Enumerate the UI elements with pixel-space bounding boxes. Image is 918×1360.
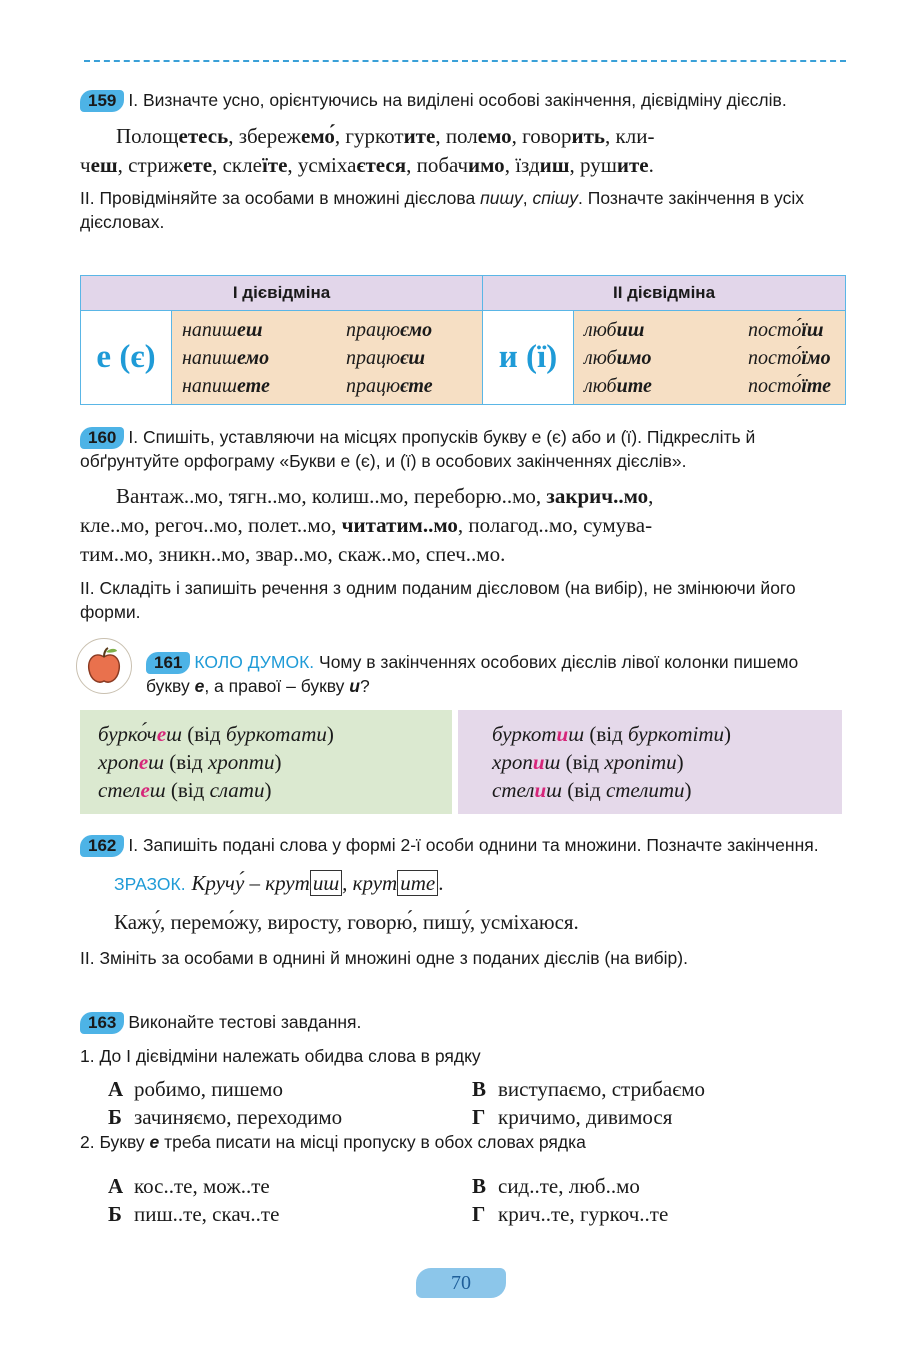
sentence-line <box>80 482 846 511</box>
task-text: I. Спишіть, уставляючи на місцях пропусків букву е (є) або и (ї). Підкресліть й обґрунтуйте орфограму «Букви е (є), и (ї) в особових закінченнях дієслів». <box>80 427 756 471</box>
form <box>584 316 748 344</box>
form <box>182 344 346 372</box>
option-letter: А <box>108 1174 124 1198</box>
answer-option[interactable] <box>108 1103 342 1131</box>
exercise-160 <box>80 425 846 624</box>
highlighted-letter: е <box>156 722 167 746</box>
ex160-task1 <box>80 425 846 473</box>
from-text: ) <box>684 778 692 802</box>
ending-box: иш <box>310 870 342 896</box>
word: пишу <box>480 188 523 208</box>
conjugation-row <box>584 372 835 400</box>
verb-ending: еш <box>237 318 263 341</box>
highlighted-letter: и <box>556 722 569 746</box>
task-text: Чому в закінченнях особових дієслів лівої колонки пишемо букву <box>146 652 799 696</box>
option-letter: Г <box>472 1202 486 1226</box>
kolo-dumok-label: КОЛО ДУМОК. <box>194 652 315 672</box>
option-letter: В <box>472 1174 487 1198</box>
ex160-lines <box>80 482 846 569</box>
from-text: ) <box>724 722 732 746</box>
top-divider <box>84 60 846 62</box>
option-letter: В <box>472 1077 487 1101</box>
verb-stem: працю <box>346 318 401 341</box>
ending-box: ите <box>397 870 438 896</box>
verb-ending: їте <box>801 374 832 397</box>
table-header-2: II дієвідміна <box>483 276 846 311</box>
example-line <box>114 869 846 898</box>
highlighted-word: закрич..мо <box>546 484 649 508</box>
example-text: , крут <box>342 871 398 895</box>
ex159-sentence <box>80 122 846 180</box>
verb-ending: имо <box>616 346 652 369</box>
conjugation-row <box>584 344 835 372</box>
letter: е <box>194 676 205 696</box>
task-text: треба писати на місці пропуску в обох словах рядка <box>159 1132 586 1152</box>
form <box>584 344 748 372</box>
ex159-task2 <box>80 186 846 234</box>
conjugation-table <box>80 275 846 405</box>
verb-stem: , їзд <box>504 153 540 177</box>
form <box>182 316 346 344</box>
line-text: Вантаж..мо, тягн..мо, колиш..мо, переборю..мо, <box>116 484 547 508</box>
words-line: Кажу́, перемо́жу, виросту, говорю́, пишу́, усміхаюся. <box>114 910 579 934</box>
verb-ending: ите <box>403 124 436 148</box>
verb-ending: емо <box>237 346 270 369</box>
form <box>748 372 831 400</box>
verb-ending: ш <box>166 722 183 746</box>
option-text: крич..те, гуркоч..те <box>498 1202 669 1226</box>
letter: е <box>149 1132 160 1152</box>
highlighted-letter: и <box>534 778 547 802</box>
verb-stem: працю <box>346 346 401 369</box>
from-text: ) <box>326 722 334 746</box>
from-text: (від <box>165 778 210 802</box>
infinitive: хропти <box>207 750 275 774</box>
task-text: II. Провідміняйте за особами в множині дієслова <box>80 188 481 208</box>
verb-stem: , кли- <box>605 124 655 148</box>
infinitive: слати <box>209 778 265 802</box>
exercise-161 <box>146 650 844 698</box>
from-text: (від <box>164 750 208 774</box>
from-text: (від <box>560 750 605 774</box>
option-letter: Б <box>108 1105 122 1129</box>
conjugation-row <box>182 344 472 372</box>
exercise-number: 162 <box>80 835 124 857</box>
verb-ending: еш <box>90 153 118 177</box>
exercise-number: 160 <box>80 427 124 449</box>
conjugation-row <box>182 372 472 400</box>
line-text: , <box>648 484 654 508</box>
line-text: кле..мо, регоч..мо, полет..мо, <box>80 513 342 537</box>
verb-stem: люб <box>584 374 617 397</box>
zrazok-label: ЗРАЗОК. <box>114 874 186 894</box>
verb-stem: напиш <box>182 318 238 341</box>
word-line <box>492 776 808 804</box>
answer-option[interactable] <box>472 1103 672 1131</box>
exercise-number: 161 <box>146 652 190 674</box>
option-letter: Б <box>108 1202 122 1226</box>
answer-option[interactable] <box>472 1172 640 1200</box>
verb-stem: стел <box>492 778 535 802</box>
answer-option[interactable] <box>472 1200 668 1228</box>
infinitive: стелити <box>605 778 685 802</box>
answer-option[interactable] <box>108 1075 283 1103</box>
task-text: Виконайте тестові завдання. <box>128 1012 362 1032</box>
verb-stem: , побач <box>406 153 469 177</box>
conjugation-row <box>182 316 472 344</box>
letter: и <box>349 676 360 696</box>
from-text: ) <box>676 750 684 774</box>
verb-ending: ить <box>571 124 606 148</box>
verb-stem: посто́ <box>748 318 802 341</box>
conjugation-row <box>584 316 835 344</box>
form <box>346 316 432 344</box>
verb-stem: бурко́ч <box>98 722 157 746</box>
verb-stem: , стриж <box>117 153 184 177</box>
word-line <box>98 748 434 776</box>
task-text: I. Запишіть подані слова у формі 2-ї особи однини та множини. Позначте закінчення. <box>128 835 819 855</box>
option-text: робимо, пишемо <box>134 1077 283 1101</box>
apple-icon <box>76 638 132 694</box>
option-text: пиш..те, скач..те <box>134 1202 280 1226</box>
exercise-162 <box>80 833 846 970</box>
word-line <box>98 776 434 804</box>
verb-ending: їмо <box>801 346 831 369</box>
exercise-number: 163 <box>80 1012 124 1034</box>
option-text: зачиняємо, переходимо <box>134 1105 343 1129</box>
verb-stem: посто́ <box>748 346 802 369</box>
infinitive: буркотіти <box>628 722 725 746</box>
verb-ending: иш <box>539 153 570 177</box>
verb-ending: ємо <box>400 318 433 341</box>
exercise-159 <box>80 88 846 234</box>
word: спішу <box>532 188 579 208</box>
highlighted-word: читатим..мо <box>341 513 458 537</box>
verb-ending: емо́ <box>301 124 335 148</box>
verb-ending: ете <box>237 374 270 397</box>
verb-ending: ш <box>148 750 165 774</box>
conj1-forms <box>172 311 483 405</box>
answer-option[interactable] <box>108 1172 270 1200</box>
form <box>584 372 748 400</box>
conj2-forms <box>574 311 846 405</box>
answer-option[interactable] <box>472 1075 705 1103</box>
sentence-line <box>80 122 846 151</box>
from-text: (від <box>182 722 226 746</box>
kolo-dumok-table <box>80 710 842 814</box>
verb-stem: люб <box>584 346 617 369</box>
verb-ending: емо <box>477 124 512 148</box>
verb-stem: працю <box>346 374 401 397</box>
verb-stem: напиш <box>182 374 238 397</box>
form <box>748 344 831 372</box>
verb-ending: ш <box>544 750 561 774</box>
ex159-task1 <box>80 88 846 112</box>
highlighted-letter: и <box>532 750 545 774</box>
verb-ending: ете <box>183 153 213 177</box>
table-header-1: I дієвідміна <box>81 276 483 311</box>
task-text: . Позначте закінчення в усіх дієсловах. <box>80 188 805 232</box>
verb-stem: , збереж <box>228 124 302 148</box>
infinitive: буркотати <box>225 722 327 746</box>
question-1: 1. До I дієвідміни належать обидва слова в рядку <box>80 1046 481 1066</box>
verb-ending: етесь <box>178 124 229 148</box>
verb-ending: єте <box>400 374 433 397</box>
sentence-line <box>80 511 846 540</box>
verb-stem: Полощ <box>116 124 179 148</box>
task-text: ? <box>360 676 370 696</box>
task-text: I. Визначте усно, орієнтуючись на виділені особові закінчення, дієвідміну дієслів. <box>128 90 787 110</box>
highlighted-letter: е <box>138 750 149 774</box>
ex160-task2: II. Складіть і запишіть речення з одним поданим дієсловом (на вибір), не змінюючи його форми. <box>80 578 796 622</box>
verb-ending: иш <box>616 318 645 341</box>
letter-e: е (є) <box>81 311 172 405</box>
from-text: (від <box>562 778 606 802</box>
word-line <box>492 720 808 748</box>
verb-stem: , пол <box>435 124 478 148</box>
right-column <box>458 710 842 814</box>
option-letter: Г <box>472 1105 486 1129</box>
verb-ending: їш <box>801 318 824 341</box>
page-number: 70 <box>416 1268 506 1298</box>
verb-ending: ш <box>149 778 166 802</box>
ex162-task1 <box>80 833 846 857</box>
verb-stem: , скле <box>212 153 262 177</box>
option-text: виступаємо, стрибаємо <box>498 1077 706 1101</box>
verb-ending: ите <box>616 374 652 397</box>
answer-option[interactable] <box>108 1200 279 1228</box>
verb-stem: стел <box>98 778 141 802</box>
option-text: кричимо, дивимося <box>498 1105 673 1129</box>
verb-stem: , руш <box>569 153 617 177</box>
sentence-line: тим..мо, зникн..мо, звар..мо, скаж..мо, спеч..мо. <box>80 542 506 566</box>
from-text: ) <box>264 778 272 802</box>
infinitive: хропіти <box>604 750 677 774</box>
verb-stem: , гуркот <box>334 124 404 148</box>
verb-ending: имо <box>468 153 505 177</box>
sentence-line <box>80 151 846 180</box>
verb-stem: ч <box>80 153 91 177</box>
verb-stem: посто́ <box>748 374 802 397</box>
verb-ending: ш <box>546 778 562 802</box>
left-column <box>80 710 452 814</box>
form <box>748 316 824 344</box>
verb-ending: їте <box>261 153 288 177</box>
task-text: , а правої – букву <box>204 676 350 696</box>
verb-stem: . <box>648 153 654 177</box>
option-text: кос..те, мож..те <box>134 1174 270 1198</box>
verb-stem: хроп <box>492 750 533 774</box>
verb-stem: люб <box>584 318 617 341</box>
verb-stem: буркот <box>492 722 557 746</box>
verb-ending: ш <box>568 722 585 746</box>
verb-stem: хроп <box>98 750 139 774</box>
separator: , <box>522 188 533 208</box>
word-line <box>492 748 808 776</box>
line-text: , полагод..мо, сумува- <box>457 513 653 537</box>
form <box>346 344 425 372</box>
ex162-task2: II. Змініть за особами в однині й множині одне з поданих дієслів (на вибір). <box>80 948 688 968</box>
from-text: ) <box>274 750 282 774</box>
verb-stem: напиш <box>182 346 238 369</box>
verb-stem: , говор <box>511 124 572 148</box>
option-letter: А <box>108 1077 124 1101</box>
highlighted-letter: е <box>140 778 150 802</box>
example-text: Кручу́ – крут <box>191 871 310 895</box>
verb-stem: , усміха <box>287 153 357 177</box>
letter-y: и (ї) <box>483 311 574 405</box>
exercise-number: 159 <box>80 90 124 112</box>
verb-ending: ите <box>616 153 649 177</box>
from-text: (від <box>584 722 629 746</box>
task-text: 2. Букву <box>80 1132 150 1152</box>
word-line <box>98 720 434 748</box>
verb-ending: єтеся <box>356 153 407 177</box>
verb-ending: єш <box>400 346 426 369</box>
ex163-task <box>80 1010 846 1034</box>
question-2 <box>80 1130 846 1154</box>
form <box>346 372 433 400</box>
example-text: . <box>438 871 444 895</box>
form <box>182 372 346 400</box>
option-text: сид..те, люб..мо <box>498 1174 640 1198</box>
